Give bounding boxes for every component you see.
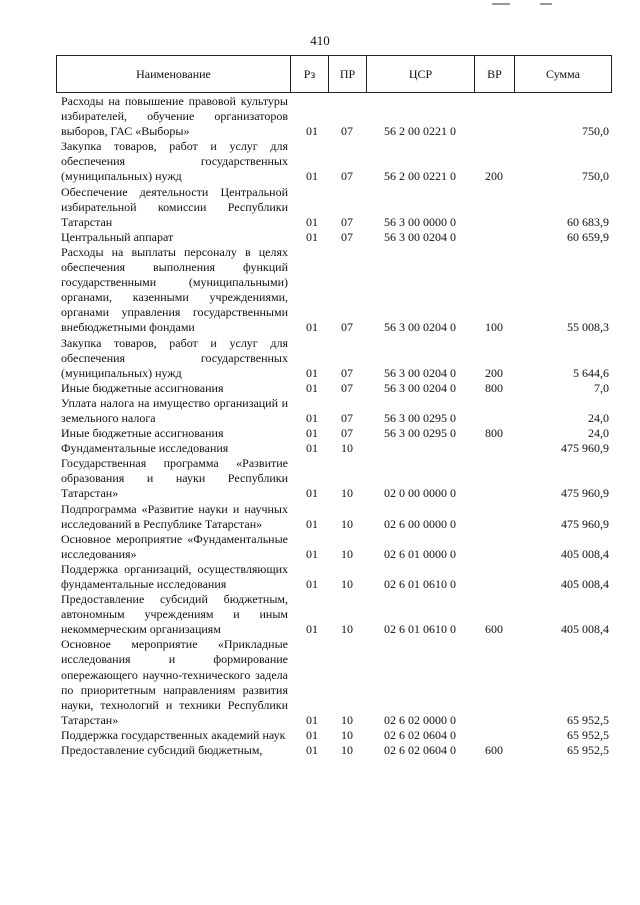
row-name-text: Иные бюджетные ассигнования [61, 380, 224, 395]
scan-mark [492, 3, 510, 5]
table-row [56, 245, 611, 336]
row-name-text: Иные бюджетные ассигнования [61, 426, 224, 441]
cell-name [56, 562, 290, 592]
cell-csr: 56 3 00 0204 0 [384, 229, 456, 244]
cell-rz: 01 [306, 486, 318, 501]
row-name-text: Центральный аппарат [61, 229, 174, 244]
cell-rz: 01 [306, 214, 318, 229]
cell-vr: 200 [485, 169, 503, 184]
cell-sum: 60 659,9 [567, 229, 609, 244]
table-row [56, 532, 611, 562]
row-name-text: Предоставление субсидий бюджетным, [61, 743, 263, 758]
row-name-text: Подпрограмма «Развитие науки и научных исследований в Республике Татарстан» [61, 501, 288, 531]
cell-sum: 65 952,5 [567, 743, 609, 758]
cell-pr: 07 [341, 214, 353, 229]
cell-rz: 01 [306, 546, 318, 561]
cell-sum: 750,0 [582, 169, 609, 184]
cell-csr: 56 3 00 0295 0 [384, 410, 456, 425]
cell-rz: 01 [306, 743, 318, 758]
row-name-text: Поддержка государственных академий наук [61, 727, 286, 742]
cell-name [56, 502, 290, 532]
table-row [56, 94, 611, 139]
cell-rz: 01 [306, 380, 318, 395]
cell-csr: 56 3 00 0204 0 [384, 320, 456, 335]
table-row [56, 456, 611, 501]
cell-name [56, 532, 290, 562]
cell-sum: 405 008,4 [561, 546, 609, 561]
header-vr: ВР [475, 56, 515, 93]
scan-mark [540, 3, 552, 5]
cell-sum: 405 008,4 [561, 577, 609, 591]
cell-rz: 01 [306, 410, 318, 425]
cell-pr: 07 [341, 410, 353, 425]
cell-sum: 405 008,4 [561, 622, 609, 637]
cell-sum: 475 960,9 [561, 441, 609, 456]
cell-sum: 65 952,5 [567, 727, 609, 742]
cell-rz: 01 [306, 441, 318, 456]
table-row [56, 441, 611, 456]
cell-name [56, 728, 290, 743]
row-name-text: Основное мероприятие «Прикладные исследования и формирование опережающего научно-технического задела по приоритетным направлениям развития науки, технологий и техники Республики Татарстан» [61, 637, 288, 727]
row-name-text: Государственная программа «Развитие образования и науки Республики Татарстан» [61, 456, 288, 501]
cell-name [56, 396, 290, 426]
cell-rz: 01 [306, 727, 318, 742]
table-row [56, 230, 611, 245]
cell-vr: 200 [485, 365, 503, 380]
cell-sum: 24,0 [588, 410, 609, 425]
cell-pr: 10 [341, 622, 353, 637]
table-row [56, 426, 611, 441]
cell-csr: 02 6 01 0610 0 [384, 577, 456, 591]
cell-name [56, 336, 290, 381]
cell-name [56, 230, 290, 245]
row-name-text: Расходы на повышение правовой культуры избирателей, обучение организаторов выборов, ГАС «Выборы» [61, 94, 288, 139]
cell-name [56, 185, 290, 230]
cell-rz: 01 [306, 577, 318, 591]
cell-rz: 01 [306, 365, 318, 380]
cell-sum: 24,0 [588, 426, 609, 441]
cell-name [56, 245, 290, 336]
cell-sum: 750,0 [582, 124, 609, 139]
cell-pr: 07 [341, 124, 353, 139]
row-name-text: Поддержка организаций, осуществляющих фундаментальные исследования [61, 561, 288, 591]
cell-csr: 56 3 00 0204 0 [384, 380, 456, 395]
cell-csr: 56 3 00 0204 0 [384, 365, 456, 380]
cell-csr: 02 6 01 0610 0 [384, 622, 456, 637]
cell-sum: 7,0 [594, 380, 609, 395]
cell-vr: 600 [485, 743, 503, 758]
header-sum: Сумма [515, 56, 612, 93]
cell-pr: 10 [341, 727, 353, 742]
cell-pr: 07 [341, 365, 353, 380]
cell-rz: 01 [306, 622, 318, 637]
cell-csr: 56 2 00 0221 0 [384, 124, 456, 139]
cell-pr: 10 [341, 516, 353, 531]
cell-sum: 475 960,9 [561, 486, 609, 501]
cell-vr: 800 [485, 426, 503, 441]
table-row [56, 502, 611, 532]
cell-vr: 600 [485, 622, 503, 637]
row-name-text: Основное мероприятие «Фундаментальные исследования» [61, 531, 288, 561]
cell-pr: 07 [341, 320, 353, 335]
header-pr: ПР [329, 56, 367, 93]
cell-csr: 02 6 00 0000 0 [384, 516, 456, 531]
table-row [56, 381, 611, 396]
cell-name [56, 743, 290, 758]
table-row [56, 728, 611, 743]
table-row [56, 637, 611, 728]
cell-name [56, 637, 290, 728]
cell-vr: 100 [485, 320, 503, 335]
row-name-text: Расходы на выплаты персоналу в целях обеспечения выполнения функций государственными (муниципальными) органами, казенными учреждениями, органами управления государственными внебюджетными фондами [61, 244, 288, 335]
table-row [56, 396, 611, 426]
cell-pr: 07 [341, 426, 353, 441]
cell-csr: 02 6 02 0000 0 [384, 712, 456, 727]
table-row [56, 562, 611, 592]
table-row [56, 743, 611, 758]
row-name-text: Закупка товаров, работ и услуг для обеспечения государственных (муниципальных) нужд [61, 335, 288, 380]
cell-csr: 56 3 00 0295 0 [384, 426, 456, 441]
cell-csr: 02 6 01 0000 0 [384, 546, 456, 561]
cell-pr: 10 [341, 577, 353, 591]
cell-rz: 01 [306, 124, 318, 139]
table-header [56, 55, 612, 93]
cell-rz: 01 [306, 426, 318, 441]
cell-pr: 10 [341, 712, 353, 727]
table-body [56, 94, 611, 758]
cell-rz: 01 [306, 712, 318, 727]
cell-csr: 02 0 00 0000 0 [384, 486, 456, 501]
table-row [56, 185, 611, 230]
table-row [56, 336, 611, 381]
cell-name [56, 592, 290, 637]
cell-rz: 01 [306, 516, 318, 531]
page-number: 410 [310, 33, 330, 48]
cell-vr: 800 [485, 380, 503, 395]
cell-name [56, 426, 290, 441]
row-name-text: Предоставление субсидий бюджетным, автономным учреждениям и иным некоммерческим организациям [61, 592, 288, 637]
header-name: Наименование [57, 56, 291, 93]
cell-pr: 07 [341, 380, 353, 395]
cell-name [56, 94, 290, 139]
row-name-text: Уплата налога на имущество организаций и земельного налога [61, 395, 288, 425]
cell-name [56, 456, 290, 501]
cell-name [56, 139, 290, 184]
cell-rz: 01 [306, 229, 318, 244]
cell-name [56, 441, 290, 456]
row-name-text: Обеспечение деятельности Центральной избирательной комиссии Республики Татарстан [61, 184, 288, 229]
cell-pr: 10 [341, 546, 353, 561]
cell-csr: 02 6 02 0604 0 [384, 743, 456, 758]
cell-csr: 56 3 00 0000 0 [384, 214, 456, 229]
row-name-text: Закупка товаров, работ и услуг для обеспечения государственных (муниципальных) нужд [61, 139, 288, 184]
cell-sum: 5 644,6 [573, 365, 609, 380]
cell-pr: 10 [341, 743, 353, 758]
cell-sum: 55 008,3 [567, 320, 609, 335]
header-rz: Рз [291, 56, 329, 93]
cell-csr: 02 6 02 0604 0 [384, 727, 456, 742]
cell-rz: 01 [306, 320, 318, 335]
cell-pr: 10 [341, 486, 353, 501]
cell-pr: 10 [341, 441, 353, 456]
table-row [56, 139, 611, 184]
row-name-text: Фундаментальные исследования [61, 441, 229, 456]
cell-sum: 60 683,9 [567, 214, 609, 229]
cell-name [56, 381, 290, 396]
cell-sum: 475 960,9 [561, 516, 609, 531]
cell-csr: 56 2 00 0221 0 [384, 169, 456, 184]
cell-pr: 07 [341, 229, 353, 244]
cell-sum: 65 952,5 [567, 712, 609, 727]
cell-rz: 01 [306, 169, 318, 184]
cell-pr: 07 [341, 169, 353, 184]
table-row [56, 592, 611, 637]
header-csr: ЦСР [367, 56, 475, 93]
